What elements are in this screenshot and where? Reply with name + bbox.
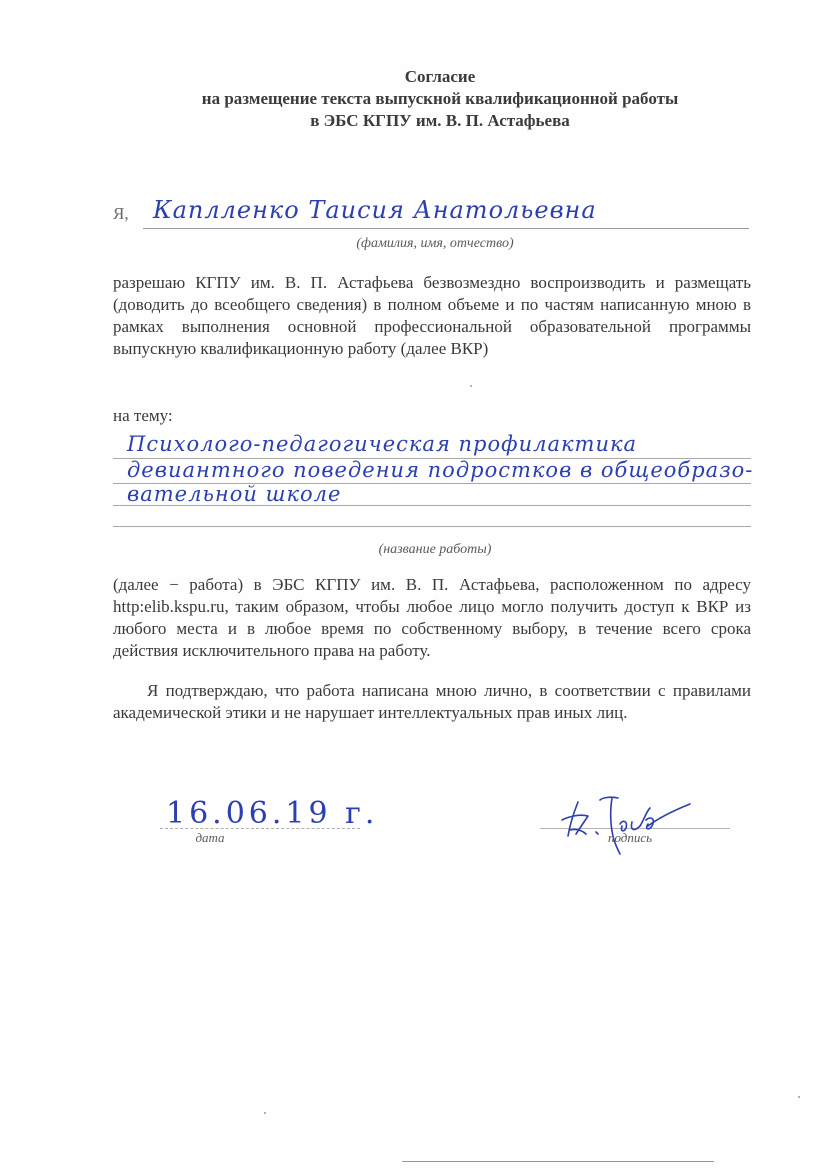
scan-speck (470, 385, 472, 387)
placement-paragraph: (далее − работа) в ЭБС КГПУ им. В. П. Астафьева, расположенном по адресу http:elib.kspu.ru, таким образом, чтобы любое лицо могло получить доступ к ВКР из любого места и в любое время по собственному выбору, в течение всего срока действия исключительного права на работу. (113, 575, 751, 660)
thesis-title-field (113, 428, 754, 528)
scan-speck (798, 1096, 800, 1098)
permission-paragraph: разрешаю КГПУ им. В. П. Астафьева безвозмездно воспроизводить и размещать (доводить до всеобщего сведения) в полном объеме и по частям написанную мною в рамках выполнения основной профессиональной образовательной программы выпускную квалификационную работу (далее ВКР) (113, 273, 751, 358)
thesis-line-4 (113, 526, 751, 527)
document-header (110, 66, 770, 132)
signature-caption: подпись (607, 830, 653, 845)
thesis-title-handwritten-line: Психолого-педагогическая профилактика (127, 432, 638, 456)
author-name-underline (143, 228, 749, 229)
theme-label: на тему: (113, 406, 173, 425)
thesis-title-handwritten-line: вательной школе (127, 482, 342, 506)
document-subtitle-line2: в ЭБС КГПУ им. В. П. Астафьева (310, 111, 570, 130)
bottom-rule (402, 1161, 714, 1162)
author-name-caption: (фамилия, имя, отчество) (356, 236, 514, 251)
author-name-field (113, 196, 749, 232)
signature-image (540, 790, 730, 860)
signature-field (540, 790, 730, 860)
thesis-title-handwritten-line: девиантного поведения подростков в общеобразо- (127, 458, 754, 482)
author-name-handwritten: Каплленко Таисия Анатольевна (153, 196, 597, 224)
document-title: Согласие (404, 67, 476, 86)
date-caption: дата (195, 830, 225, 845)
date-handwritten: 16.06.19 г. (166, 796, 379, 831)
thesis-title-caption: (название работы) (378, 542, 492, 557)
document-subtitle-line1: на размещение текста выпускной квалификационной работы (201, 89, 679, 108)
scan-speck (264, 1112, 266, 1114)
author-prefix: Я, (113, 204, 129, 223)
confirmation-paragraph: Я подтверждаю, что работа написана мною лично, в соответствии с правилами академической этики и не нарушает интеллектуальных прав иных лиц. (113, 681, 751, 722)
